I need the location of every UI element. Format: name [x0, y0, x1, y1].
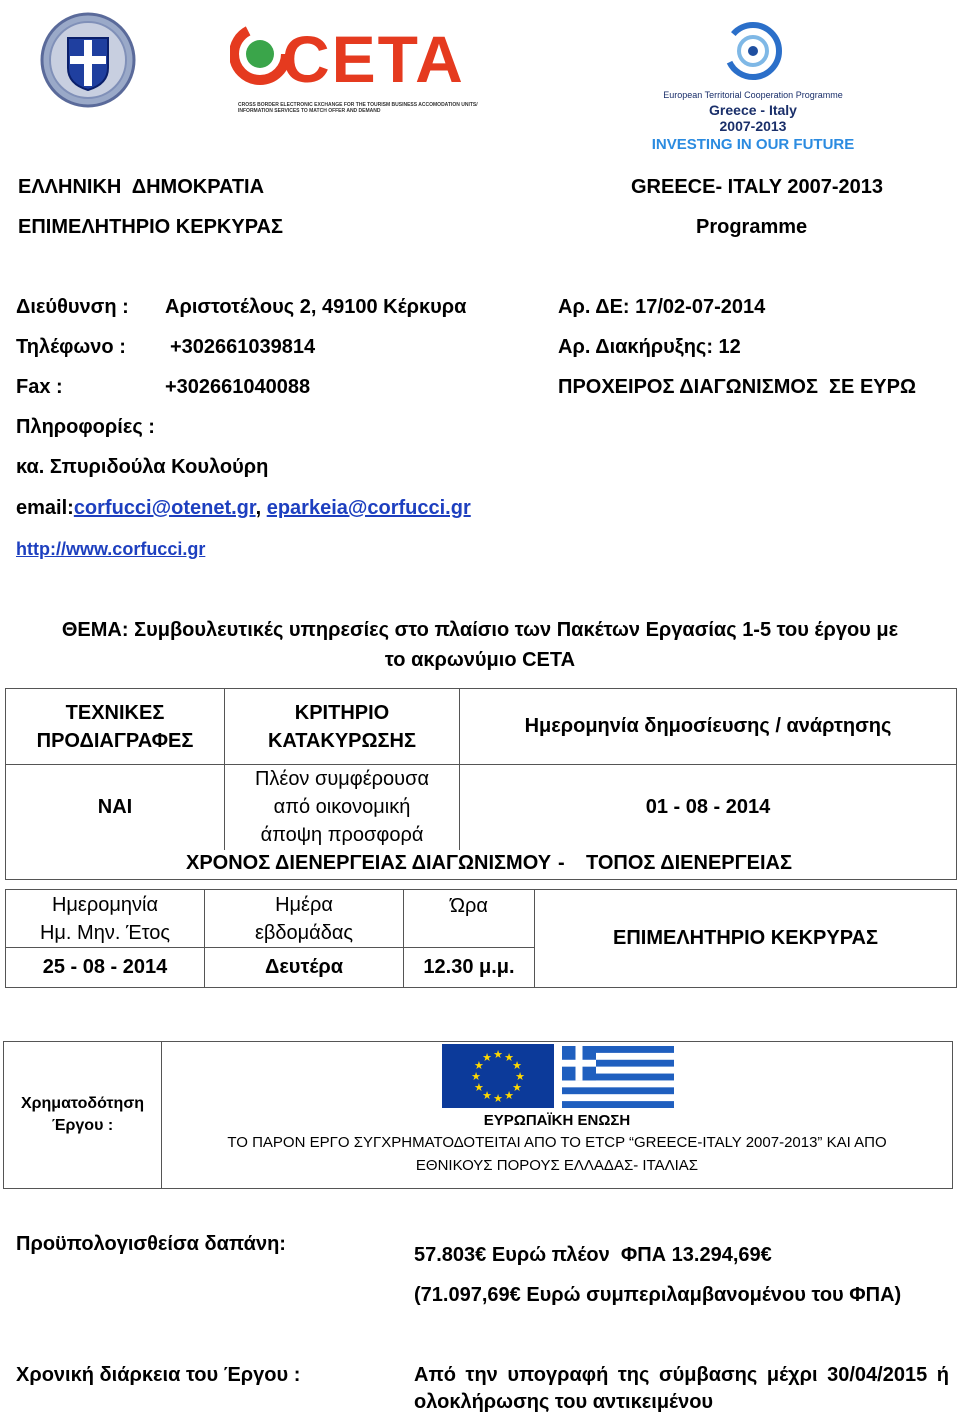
info-label: Πληροφορίες :	[16, 416, 155, 438]
eu-flag-star: ★	[471, 1071, 481, 1083]
programme-title: GREECE- ITALY 2007-2013	[631, 176, 883, 198]
criterion-value-line2: από οικονομική	[273, 796, 411, 819]
ceta-logo-subtitle: CROSS BORDER ELECTRONIC EXCHANGE FOR THE TOURISM BUSINESS ACCOMODATION UNITS/ INFORMATION SERVICES TO MATCH OFFER AND DEMAND	[238, 102, 478, 114]
website-link[interactable]: http://www.corfucci.gr	[16, 539, 206, 559]
funding-text-line2: ΕΘΝΙΚΟΥΣ ΠΟΡΟΥΣ ΕΛΛΑΔΑΣ- ΙΤΑΛΙΑΣ	[415, 1157, 699, 1174]
greek-emblem-logo	[38, 10, 138, 110]
eu-flag-star: ★	[515, 1071, 525, 1083]
venue-title: ΤΟΠΟΣ ΔΙΕΝΕΡΓΕΙΑΣ	[586, 851, 792, 874]
eu-flag-star: ★	[504, 1090, 514, 1103]
schedule-table	[5, 889, 957, 988]
specs-header-line1: ΤΕΧΝΙΚΕΣ	[65, 701, 165, 724]
phone-value: +302661039814	[170, 336, 316, 358]
criterion-header-line1: ΚΡΙΤΗΡΙΟ	[294, 701, 390, 724]
funding-label-line2: Έργου :	[51, 1117, 114, 1134]
eu-flag-star: ★	[512, 1082, 522, 1094]
chamber-title: ΕΠΙΜΕΛΗΤΗΡΙΟ ΚΕΡΚΥΡΑΣ	[18, 216, 283, 238]
funding-flags	[442, 1044, 674, 1108]
eu-flag-star: ★	[482, 1090, 492, 1103]
schedule-footer-row	[6, 850, 957, 880]
day-header-cell	[205, 890, 404, 948]
funding-info-cell	[162, 1042, 953, 1189]
email-link-eparkeia[interactable]: eparkeia@corfucci.gr	[266, 497, 471, 519]
email-label: email:	[16, 497, 74, 519]
budget-label: Προϋπολογισθείσα δαπάνη:	[16, 1233, 286, 1255]
criterion-header-cell	[225, 689, 460, 765]
subject-line2: το ακρωνύμιο CETA	[384, 649, 576, 671]
eu-flag-star: ★	[474, 1082, 484, 1094]
email-line	[16, 497, 471, 520]
tender-time-value: 12.30 μ.μ.	[404, 948, 535, 988]
ceta-logo-text: CETA	[282, 22, 465, 96]
publication-date-value: 01 - 08 - 2014	[460, 765, 957, 850]
info-contact-name: κα. Σπυριδούλα Κουλούρη	[16, 456, 269, 478]
specs-value: ΝΑΙ	[6, 765, 225, 850]
interreg-programme-logo	[628, 6, 878, 171]
date-header-line1: Ημερομηνία	[51, 893, 159, 916]
email-link-otenet[interactable]: corfucci@otenet.gr	[73, 497, 256, 519]
ceta-logo	[230, 6, 500, 121]
eu-flag-star: ★	[474, 1060, 484, 1072]
address-value: Αριστοτέλους 2, 49100 Κέρκυρα	[165, 296, 467, 318]
eu-flag-star: ★	[512, 1060, 522, 1072]
phone-label: Τηλέφωνο :	[16, 336, 126, 358]
fax-label: Fax :	[16, 376, 63, 398]
day-header-line1: Ημέρα	[275, 893, 333, 916]
tender-info-table	[5, 688, 957, 880]
tender-type: ΠΡΟΧΕΙΡΟΣ ΔΙΑΓΩΝΙΣΜΟΣ ΣΕ ΕΥΡΩ	[558, 376, 917, 398]
budget-line1: 57.803€ Ευρώ πλέον ΦΠΑ 13.294,69€	[414, 1244, 772, 1266]
duration-line1: Από την υπογραφή της σύμβασης μέχρι 30/04/2015 ή	[414, 1364, 949, 1386]
address-label: Διεύθυνση :	[16, 296, 129, 318]
funding-label-line1: Χρηματοδότηση	[20, 1095, 145, 1112]
protocol-number: Αρ. ΔΕ: 17/02-07-2014	[558, 296, 766, 318]
eu-flag-star: ★	[493, 1093, 503, 1105]
date-header-cell	[6, 890, 205, 948]
programme-logo-line1: European Territorial Cooperation Programme	[663, 90, 843, 100]
budget-line2: (71.097,69€ Ευρώ συμπεριλαμβανομένου του ΦΠΑ)	[414, 1284, 902, 1306]
greek-flag	[562, 1046, 674, 1113]
tender-day-value: Δευτέρα	[205, 948, 404, 988]
time-header: Ώρα	[404, 890, 535, 948]
programme-logo-line2: Greece - Italy	[709, 102, 797, 118]
programme-logo-line4: INVESTING IN OUR FUTURE	[651, 136, 855, 153]
specs-header-line2: ΠΡΟΔΙΑΓΡΑΦΕΣ	[36, 729, 194, 752]
republic-title: ΕΛΛΗΝΙΚΗ ΔΗΜΟΚΡΑΤΙΑ	[18, 176, 265, 198]
programme-logo-line3: 2007-2013	[719, 118, 787, 134]
specs-header-cell	[6, 689, 225, 765]
email-separator: ,	[255, 497, 267, 519]
publication-date-header: Ημερομηνία δημοσίευσης / ανάρτησης	[460, 689, 957, 765]
tender-date-value: 25 - 08 - 2014	[6, 948, 205, 988]
european-union-label: ΕΥΡΩΠΑΪΚΗ ΕΝΩΣΗ	[483, 1112, 631, 1129]
duration-label: Χρονική διάρκεια του Έργου :	[16, 1364, 301, 1386]
schedule-title: ΧΡΟΝΟΣ ΔΙΕΝΕΡΓΕΙΑΣ ΔΙΑΓΩΝΙΣΜΟΥ	[186, 851, 552, 874]
eu-flag-star: ★	[482, 1051, 492, 1064]
subject-line1: ΘΕΜΑ: Συμβουλευτικές υπηρεσίες στο πλαίσιο των Πακέτων Εργασίας 1-5 του έργου με	[61, 619, 899, 641]
venue-value: ΕΠΙΜΕΛΗΤΗΡΙΟ ΚΕΚΡΥΡΑΣ	[535, 890, 957, 988]
eu-flag-star: ★	[493, 1049, 503, 1061]
funding-text-line1: ΤΟ ΠΑΡΟΝ ΕΡΓΟ ΣΥΓΧΡΗΜΑΤΟΔΟΤΕΙΤΑΙ ΑΠΟ ΤΟ ETCP “GREECE-ITALY 2007-2013” ΚΑΙ ΑΠΟ	[227, 1134, 887, 1151]
funding-label-cell	[4, 1042, 162, 1189]
funding-table	[3, 1041, 953, 1189]
schedule-dash: -	[558, 851, 565, 874]
eu-flag	[442, 1044, 554, 1113]
criterion-value-cell	[225, 765, 460, 850]
programme-subtitle: Programme	[696, 216, 808, 238]
notice-number: Αρ. Διακήρυξης: 12	[558, 336, 741, 358]
criterion-value-line1: Πλέον συμφέρουσα	[254, 768, 430, 791]
fax-value: +302661040088	[165, 376, 311, 398]
day-header-line2: εβδομάδας	[254, 921, 354, 944]
eu-flag-star: ★	[504, 1051, 514, 1064]
duration-line2: ολοκλήρωσης του αντικειμένου	[414, 1391, 714, 1413]
criterion-value-line3: άποψη προσφορά	[260, 824, 424, 847]
date-header-line2: Ημ. Μην. Έτος	[39, 921, 171, 944]
criterion-header-line2: ΚΑΤΑΚΥΡΩΣΗΣ	[267, 729, 416, 752]
